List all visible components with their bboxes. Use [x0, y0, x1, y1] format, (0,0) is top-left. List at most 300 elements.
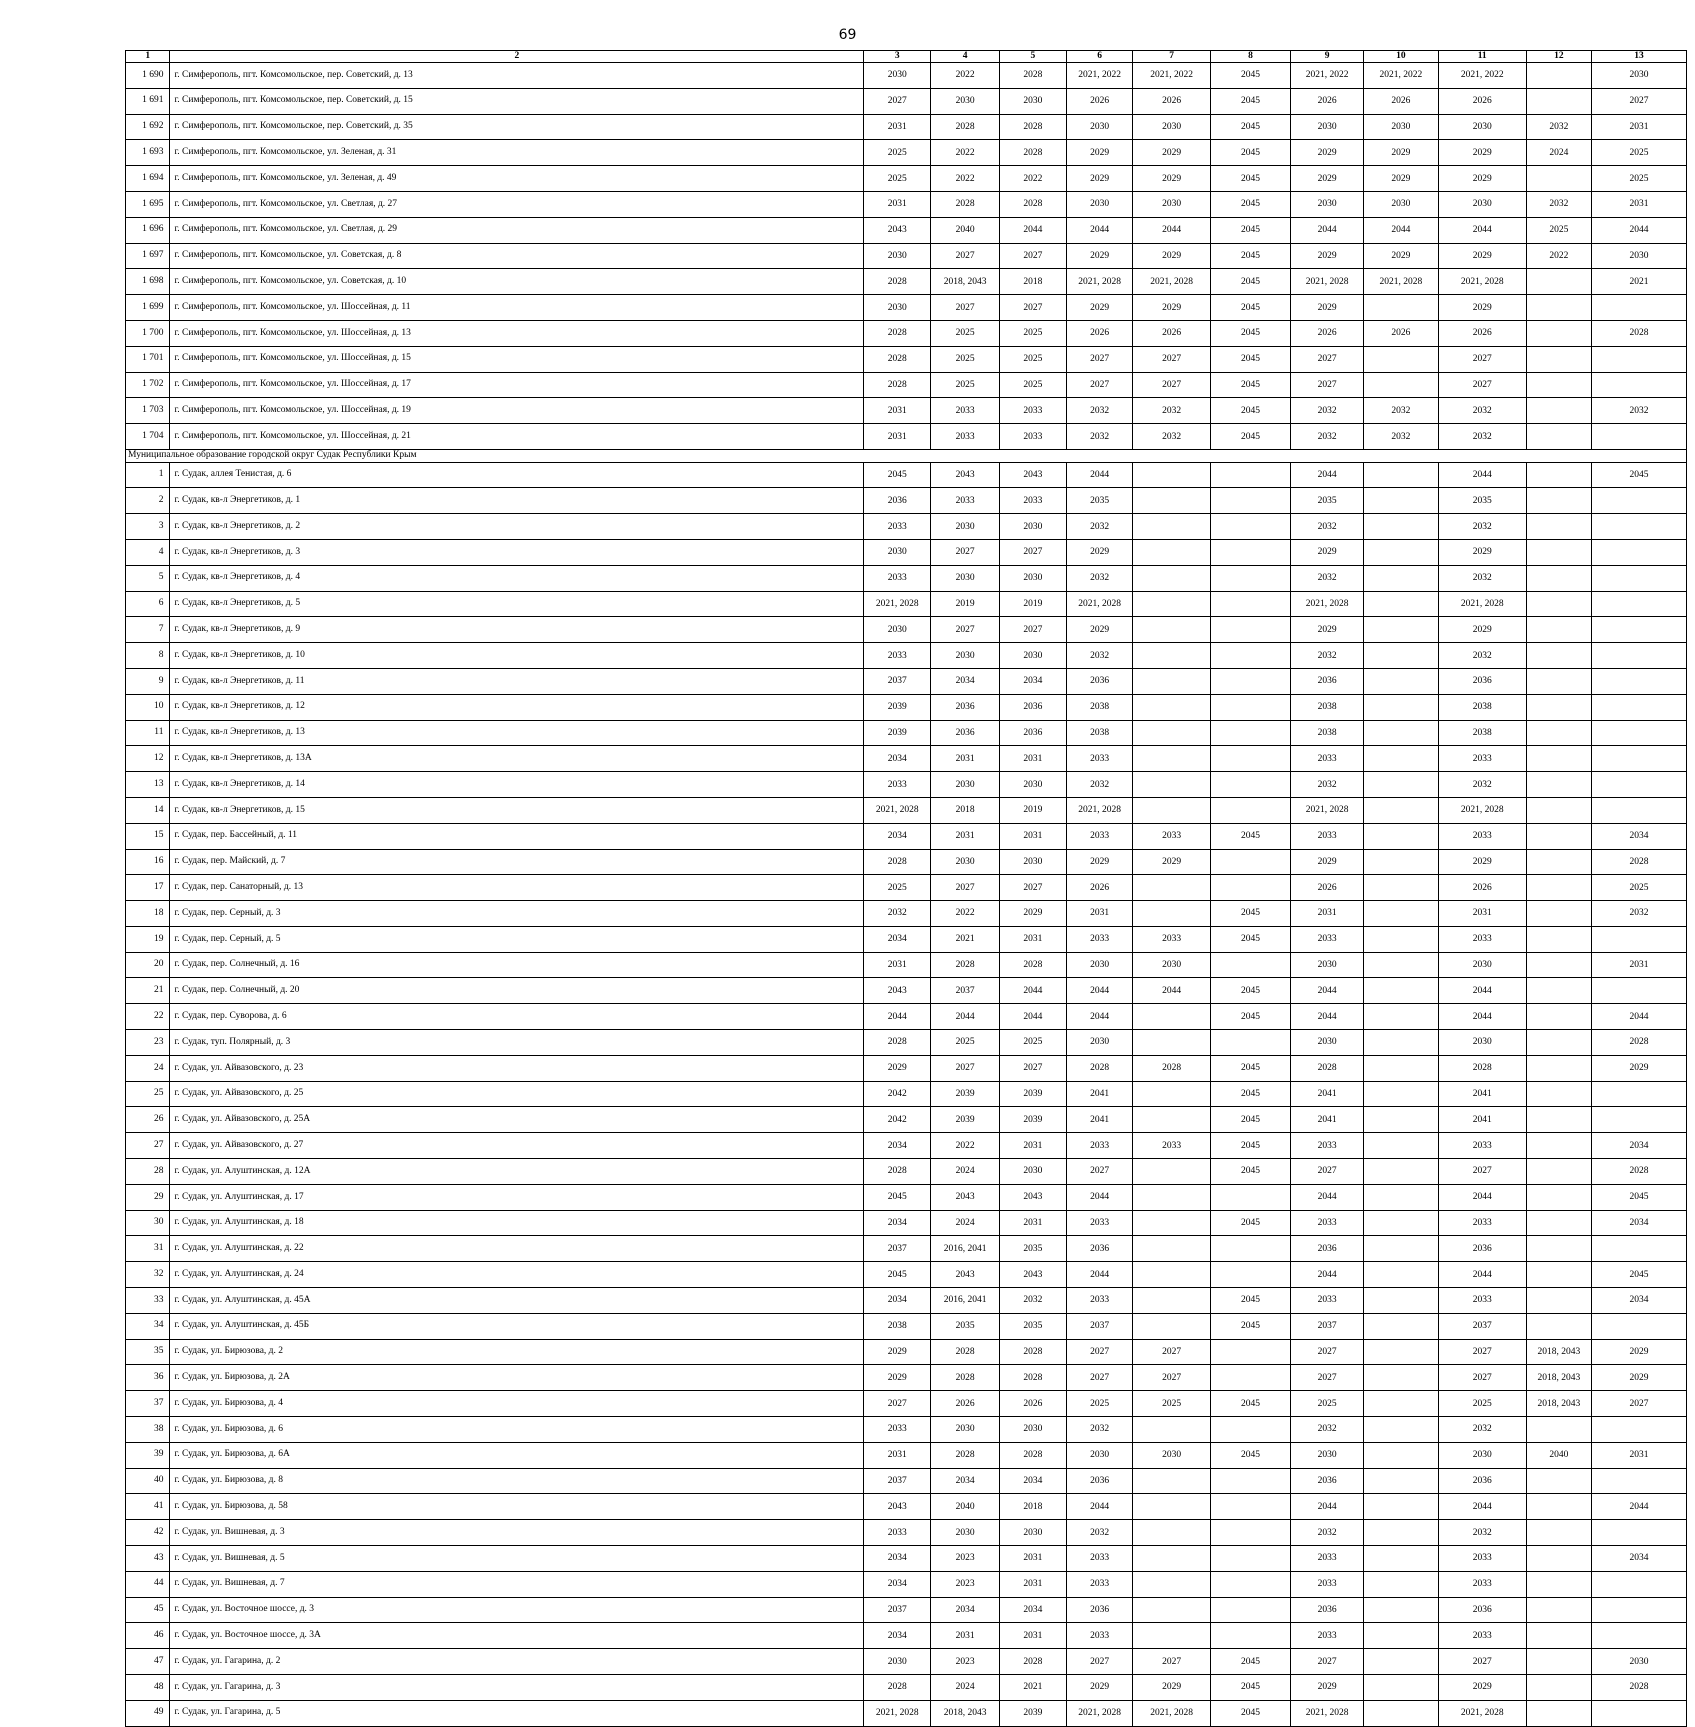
year-cell: [1592, 565, 1687, 591]
year-cell: 2029: [1438, 617, 1526, 643]
year-cell: 2033: [1291, 926, 1364, 952]
year-cell: 2027: [1133, 1339, 1210, 1365]
year-cell: 2038: [1291, 720, 1364, 746]
year-cell: 2032: [1066, 772, 1133, 798]
year-cell: 2029: [1066, 849, 1133, 875]
year-cell: 2045: [1592, 1262, 1687, 1288]
year-cell: 2026: [1066, 875, 1133, 901]
year-cell: 2027: [1291, 1649, 1364, 1675]
year-cell: 2034: [864, 1210, 931, 1236]
year-cell: [1526, 1468, 1592, 1494]
address-cell: г. Судак, ул. Айвазовского, д. 25: [170, 1081, 864, 1107]
year-cell: 2044: [1066, 1262, 1133, 1288]
year-cell: 2028: [1592, 1675, 1687, 1701]
year-cell: [1526, 617, 1592, 643]
year-cell: 2028: [864, 320, 931, 346]
year-cell: [1133, 720, 1210, 746]
year-cell: 2028: [931, 1442, 1000, 1468]
year-cell: [1363, 978, 1438, 1004]
year-cell: 2045: [1210, 1700, 1291, 1726]
row-number: 32: [126, 1262, 170, 1288]
year-cell: 2031: [1438, 901, 1526, 927]
year-cell: [1133, 1313, 1210, 1339]
row-number: 15: [126, 823, 170, 849]
year-cell: 2043: [864, 978, 931, 1004]
year-cell: 2022: [931, 166, 1000, 192]
year-cell: 2026: [1438, 320, 1526, 346]
year-cell: 2033: [1066, 746, 1133, 772]
year-cell: 2039: [931, 1107, 1000, 1133]
year-cell: [1526, 772, 1592, 798]
table-row: [126, 1597, 1687, 1623]
year-cell: 2032: [1438, 643, 1526, 669]
year-cell: 2018, 2043: [931, 269, 1000, 295]
year-cell: [1363, 1262, 1438, 1288]
year-cell: [1210, 668, 1291, 694]
year-cell: 2027: [1066, 1339, 1133, 1365]
year-cell: 2029: [1592, 1365, 1687, 1391]
year-cell: 2044: [1438, 1184, 1526, 1210]
table-row: [126, 269, 1687, 295]
year-cell: 2028: [864, 849, 931, 875]
table-row: [126, 1288, 1687, 1314]
year-cell: 2032: [1066, 643, 1133, 669]
address-cell: г. Судак, кв-л Энергетиков, д. 1: [170, 488, 864, 514]
column-header: 10: [1363, 51, 1438, 63]
address-cell: г. Симферополь, пгт. Комсомольское, ул. Шоссейная, д. 19: [170, 398, 864, 424]
year-cell: 2028: [931, 1339, 1000, 1365]
year-cell: 2045: [1210, 320, 1291, 346]
year-cell: 2045: [1210, 1391, 1291, 1417]
column-header: 8: [1210, 51, 1291, 63]
table-row: [126, 772, 1687, 798]
address-cell: г. Симферополь, пгт. Комсомольское, пер. Советский, д. 35: [170, 114, 864, 140]
row-number: 26: [126, 1107, 170, 1133]
year-cell: 2032: [1438, 514, 1526, 540]
year-cell: 2021, 2028: [1066, 269, 1133, 295]
year-cell: 2031: [931, 823, 1000, 849]
year-cell: 2033: [931, 424, 1000, 450]
row-number: 19: [126, 926, 170, 952]
year-cell: 2026: [1066, 88, 1133, 114]
year-cell: 2030: [1291, 191, 1364, 217]
year-cell: 2032: [1438, 424, 1526, 450]
year-cell: 2021: [931, 926, 1000, 952]
year-cell: [1363, 1107, 1438, 1133]
year-cell: 2028: [864, 1030, 931, 1056]
year-cell: 2041: [1438, 1081, 1526, 1107]
year-cell: 2021, 2028: [1066, 797, 1133, 823]
year-cell: [1363, 346, 1438, 372]
year-cell: [1133, 1159, 1210, 1185]
address-cell: г. Судак, ул. Вишневая, д. 5: [170, 1546, 864, 1572]
year-cell: 2029: [1438, 243, 1526, 269]
year-cell: 2029: [1592, 1055, 1687, 1081]
year-cell: 2025: [864, 140, 931, 166]
row-number: 22: [126, 1004, 170, 1030]
table-row: [126, 1313, 1687, 1339]
year-cell: 2032: [1066, 1417, 1133, 1443]
year-cell: 2045: [1592, 462, 1687, 488]
year-cell: 2030: [1000, 849, 1067, 875]
row-number: 1 697: [126, 243, 170, 269]
table-row: [126, 346, 1687, 372]
year-cell: 2045: [1210, 114, 1291, 140]
year-cell: [1133, 488, 1210, 514]
year-cell: 2027: [1438, 1159, 1526, 1185]
year-cell: [1526, 978, 1592, 1004]
year-cell: 2036: [1066, 1236, 1133, 1262]
table-row: [126, 488, 1687, 514]
year-cell: 2030: [1000, 1520, 1067, 1546]
year-cell: [1526, 1004, 1592, 1030]
year-cell: [1526, 269, 1592, 295]
column-header: 11: [1438, 51, 1526, 63]
year-cell: [1210, 1494, 1291, 1520]
table-row: [126, 694, 1687, 720]
year-cell: 2045: [1210, 1288, 1291, 1314]
year-cell: [1133, 539, 1210, 565]
year-cell: [1363, 1442, 1438, 1468]
row-number: 1 694: [126, 166, 170, 192]
year-cell: 2030: [931, 514, 1000, 540]
year-cell: [1133, 772, 1210, 798]
year-cell: [1526, 1236, 1592, 1262]
year-cell: 2029: [1291, 295, 1364, 321]
year-cell: [1526, 849, 1592, 875]
year-cell: 2032: [1066, 1520, 1133, 1546]
year-cell: 2030: [1438, 1030, 1526, 1056]
year-cell: 2045: [1210, 1081, 1291, 1107]
address-cell: г. Судак, пер. Солнечный, д. 20: [170, 978, 864, 1004]
year-cell: 2029: [1133, 166, 1210, 192]
year-cell: [1592, 514, 1687, 540]
year-cell: 2043: [1000, 1262, 1067, 1288]
column-header: 7: [1133, 51, 1210, 63]
table-row: [126, 797, 1687, 823]
column-header: 1: [126, 51, 170, 63]
year-cell: 2033: [1291, 1623, 1364, 1649]
year-cell: 2023: [931, 1649, 1000, 1675]
year-cell: [1133, 1004, 1210, 1030]
year-cell: 2033: [864, 565, 931, 591]
year-cell: [1363, 1133, 1438, 1159]
year-cell: 2032: [1592, 901, 1687, 927]
year-cell: [1363, 1494, 1438, 1520]
year-cell: 2035: [931, 1313, 1000, 1339]
year-cell: 2031: [864, 952, 931, 978]
year-cell: 2026: [1000, 1391, 1067, 1417]
year-cell: 2028: [864, 346, 931, 372]
year-cell: 2029: [1066, 295, 1133, 321]
year-cell: [1133, 617, 1210, 643]
year-cell: 2045: [864, 1262, 931, 1288]
year-cell: [1363, 1391, 1438, 1417]
year-cell: 2043: [864, 1494, 931, 1520]
address-cell: г. Симферополь, пгт. Комсомольское, ул. Шоссейная, д. 11: [170, 295, 864, 321]
year-cell: [1592, 1623, 1687, 1649]
year-cell: 2025: [1000, 372, 1067, 398]
year-cell: 2034: [931, 1468, 1000, 1494]
table-row: [126, 63, 1687, 89]
year-cell: 2028: [1592, 849, 1687, 875]
year-cell: [1526, 1571, 1592, 1597]
column-header: 5: [1000, 51, 1067, 63]
row-number: 11: [126, 720, 170, 746]
address-cell: г. Симферополь, пгт. Комсомольское, ул. Светлая, д. 29: [170, 217, 864, 243]
address-cell: г. Симферополь, пгт. Комсомольское, ул. Зеленая, д. 31: [170, 140, 864, 166]
year-cell: 2034: [1592, 1546, 1687, 1572]
year-cell: 2029: [1291, 1675, 1364, 1701]
year-cell: 2018: [931, 797, 1000, 823]
year-cell: [1363, 643, 1438, 669]
year-cell: [1592, 1313, 1687, 1339]
year-cell: [1210, 643, 1291, 669]
year-cell: 2033: [1291, 1133, 1364, 1159]
year-cell: [1526, 1313, 1592, 1339]
year-cell: [1363, 617, 1438, 643]
year-cell: [1592, 424, 1687, 450]
year-cell: 2031: [864, 424, 931, 450]
year-cell: 2025: [1438, 1391, 1526, 1417]
year-cell: 2025: [931, 372, 1000, 398]
year-cell: 2045: [1210, 1675, 1291, 1701]
year-cell: 2025: [1526, 217, 1592, 243]
address-cell: г. Симферополь, пгт. Комсомольское, ул. Советская, д. 8: [170, 243, 864, 269]
year-cell: 2030: [1066, 114, 1133, 140]
year-cell: [1363, 797, 1438, 823]
year-cell: 2032: [1526, 114, 1592, 140]
year-cell: 2036: [1066, 1468, 1133, 1494]
year-cell: 2030: [1592, 63, 1687, 89]
year-cell: [1592, 346, 1687, 372]
year-cell: [1592, 1700, 1687, 1726]
year-cell: 2030: [864, 63, 931, 89]
year-cell: 2038: [864, 1313, 931, 1339]
year-cell: [1526, 1417, 1592, 1443]
address-cell: г. Судак, пер. Серный, д. 5: [170, 926, 864, 952]
year-cell: 2031: [864, 191, 931, 217]
row-number: 45: [126, 1597, 170, 1623]
year-cell: [1133, 1288, 1210, 1314]
address-cell: г. Судак, ул. Алуштинская, д. 24: [170, 1262, 864, 1288]
column-header: 13: [1592, 51, 1687, 63]
year-cell: 2043: [864, 217, 931, 243]
table-row: [126, 514, 1687, 540]
year-cell: 2034: [1592, 1288, 1687, 1314]
row-number: 1 691: [126, 88, 170, 114]
year-cell: [1526, 346, 1592, 372]
year-cell: 2039: [864, 694, 931, 720]
year-cell: 2031: [1000, 746, 1067, 772]
year-cell: [1133, 1520, 1210, 1546]
year-cell: 2021, 2028: [1066, 1700, 1133, 1726]
year-cell: 2030: [1000, 565, 1067, 591]
year-cell: 2028: [931, 952, 1000, 978]
row-number: 27: [126, 1133, 170, 1159]
year-cell: 2034: [1000, 1468, 1067, 1494]
year-cell: 2021, 2028: [1291, 591, 1364, 617]
year-cell: [1210, 1468, 1291, 1494]
year-cell: 2031: [931, 1623, 1000, 1649]
year-cell: 2028: [931, 1365, 1000, 1391]
year-cell: 2044: [1066, 978, 1133, 1004]
year-cell: [1363, 926, 1438, 952]
year-cell: [1592, 372, 1687, 398]
table-row: [126, 1520, 1687, 1546]
table-row: [126, 539, 1687, 565]
year-cell: [1210, 565, 1291, 591]
year-cell: 2044: [1592, 1004, 1687, 1030]
year-cell: [1526, 320, 1592, 346]
year-cell: 2044: [1066, 1494, 1133, 1520]
year-cell: 2043: [1000, 1184, 1067, 1210]
year-cell: 2034: [1592, 1210, 1687, 1236]
year-cell: 2045: [1210, 1210, 1291, 1236]
year-cell: [1526, 88, 1592, 114]
year-cell: 2025: [864, 166, 931, 192]
row-number: 36: [126, 1365, 170, 1391]
year-cell: 2038: [1066, 720, 1133, 746]
address-cell: г. Судак, пер. Санаторный, д. 13: [170, 875, 864, 901]
year-cell: [1363, 1055, 1438, 1081]
year-cell: 2021, 2028: [1438, 591, 1526, 617]
year-cell: [1526, 901, 1592, 927]
year-cell: 2029: [1066, 140, 1133, 166]
year-cell: 2027: [1066, 1365, 1133, 1391]
address-cell: г. Судак, кв-л Энергетиков, д. 13А: [170, 746, 864, 772]
year-cell: 2029: [1066, 243, 1133, 269]
row-number: 1 696: [126, 217, 170, 243]
year-cell: 2037: [864, 668, 931, 694]
year-cell: [1210, 591, 1291, 617]
year-cell: 2023: [931, 1546, 1000, 1572]
table-row: [126, 1675, 1687, 1701]
table-row: [126, 849, 1687, 875]
year-cell: 2037: [864, 1468, 931, 1494]
year-cell: 2033: [1291, 1546, 1364, 1572]
year-cell: [1592, 488, 1687, 514]
year-cell: 2027: [1291, 1159, 1364, 1185]
year-cell: 2039: [1000, 1107, 1067, 1133]
year-cell: [1526, 488, 1592, 514]
year-cell: 2044: [1000, 217, 1067, 243]
row-number: 20: [126, 952, 170, 978]
year-cell: 2030: [1066, 1442, 1133, 1468]
year-cell: 2044: [1438, 1262, 1526, 1288]
year-cell: [1592, 1571, 1687, 1597]
year-cell: 2028: [1291, 1055, 1364, 1081]
year-cell: [1592, 1597, 1687, 1623]
year-cell: 2021, 2028: [864, 1700, 931, 1726]
table-row: [126, 1055, 1687, 1081]
year-cell: 2045: [1210, 1442, 1291, 1468]
year-cell: 2025: [1000, 320, 1067, 346]
year-cell: 2034: [864, 1546, 931, 1572]
year-cell: [1592, 772, 1687, 798]
year-cell: [1526, 514, 1592, 540]
year-cell: 2045: [1210, 424, 1291, 450]
year-cell: 2033: [864, 772, 931, 798]
year-cell: 2027: [1592, 1391, 1687, 1417]
year-cell: 2029: [1438, 295, 1526, 321]
year-cell: 2033: [1000, 488, 1067, 514]
year-cell: 2028: [1000, 1365, 1067, 1391]
year-cell: [1592, 978, 1687, 1004]
year-cell: 2021, 2022: [1438, 63, 1526, 89]
year-cell: 2024: [931, 1210, 1000, 1236]
year-cell: 2021, 2028: [864, 591, 931, 617]
year-cell: 2030: [931, 1417, 1000, 1443]
address-cell: г. Судак, ул. Алуштинская, д. 45А: [170, 1288, 864, 1314]
year-cell: 2036: [1066, 668, 1133, 694]
year-cell: 2045: [1210, 88, 1291, 114]
year-cell: [1363, 823, 1438, 849]
row-number: 47: [126, 1649, 170, 1675]
year-cell: [1526, 1030, 1592, 1056]
year-cell: [1526, 1107, 1592, 1133]
year-cell: [1133, 462, 1210, 488]
year-cell: [1363, 1546, 1438, 1572]
row-number: 1 700: [126, 320, 170, 346]
year-cell: [1363, 1520, 1438, 1546]
year-cell: 2029: [1133, 295, 1210, 321]
year-cell: [1592, 539, 1687, 565]
year-cell: 2035: [1291, 488, 1364, 514]
year-cell: [1526, 797, 1592, 823]
column-header: 9: [1291, 51, 1364, 63]
year-cell: [1592, 1081, 1687, 1107]
year-cell: [1363, 1571, 1438, 1597]
year-cell: [1592, 1520, 1687, 1546]
year-cell: [1526, 565, 1592, 591]
row-number: 9: [126, 668, 170, 694]
year-cell: 2027: [1438, 1339, 1526, 1365]
year-cell: 2033: [1438, 1546, 1526, 1572]
row-number: 10: [126, 694, 170, 720]
year-cell: [1133, 565, 1210, 591]
year-cell: 2034: [864, 1288, 931, 1314]
year-cell: [1526, 1675, 1592, 1701]
year-cell: 2045: [1210, 217, 1291, 243]
year-cell: 2045: [864, 1184, 931, 1210]
table-row: [126, 1700, 1687, 1726]
address-cell: г. Судак, кв-л Энергетиков, д. 5: [170, 591, 864, 617]
year-cell: 2032: [1291, 772, 1364, 798]
row-number: 28: [126, 1159, 170, 1185]
year-cell: [1133, 901, 1210, 927]
column-header: 4: [931, 51, 1000, 63]
year-cell: 2044: [1066, 1184, 1133, 1210]
year-cell: 2036: [864, 488, 931, 514]
row-number: 44: [126, 1571, 170, 1597]
year-cell: 2031: [1000, 1623, 1067, 1649]
section-title: Муниципальное образование городской округ Судак Республики Крым: [126, 449, 1687, 462]
row-number: 48: [126, 1675, 170, 1701]
year-cell: 2016, 2041: [931, 1236, 1000, 1262]
row-number: 1 703: [126, 398, 170, 424]
year-cell: 2030: [1133, 114, 1210, 140]
table-row: [126, 424, 1687, 450]
table-row: [126, 1649, 1687, 1675]
year-cell: 2033: [1066, 1133, 1133, 1159]
year-cell: [1592, 926, 1687, 952]
address-cell: г. Судак, ул. Алуштинская, д. 22: [170, 1236, 864, 1262]
year-cell: [1133, 694, 1210, 720]
row-number: 4: [126, 539, 170, 565]
table-row: [126, 720, 1687, 746]
row-number: 17: [126, 875, 170, 901]
